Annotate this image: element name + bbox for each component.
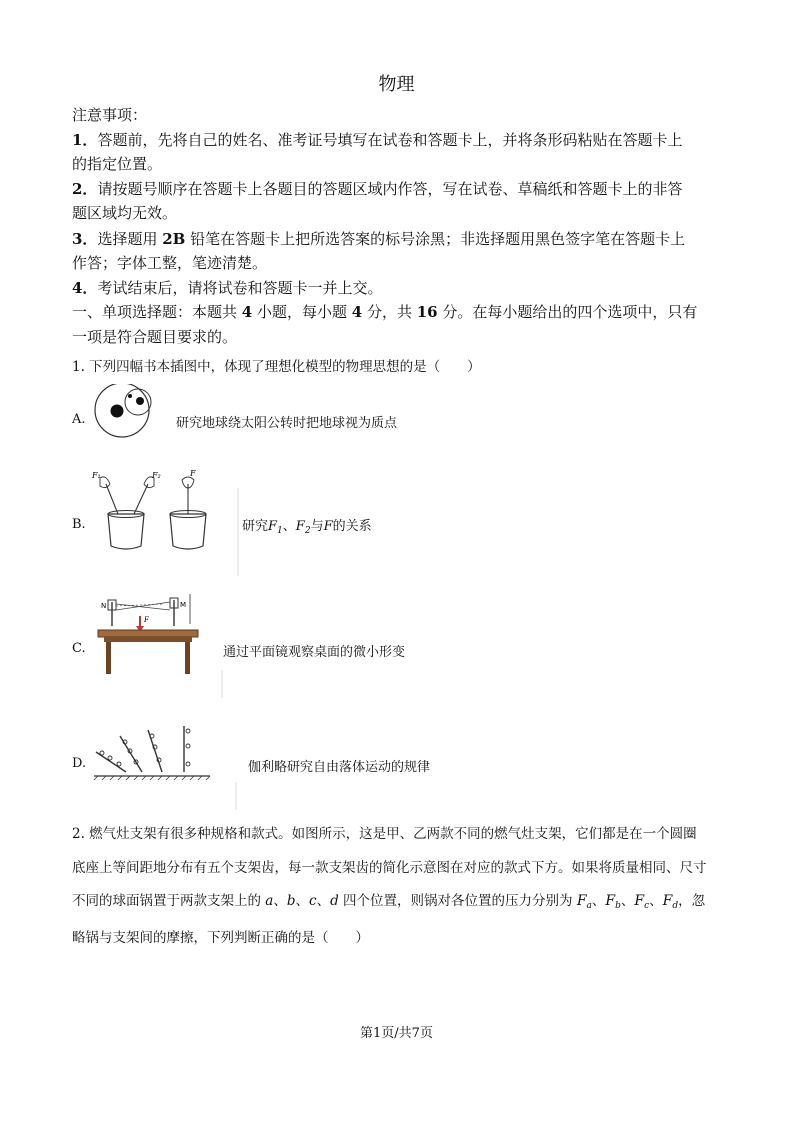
left-bucket	[108, 514, 144, 549]
section-heading-cont: 一项是符合题目要求的。	[72, 328, 238, 346]
m-label: M	[180, 601, 187, 609]
inclined-plane-figure	[92, 722, 242, 812]
notice-item-3	[72, 228, 685, 249]
f2-label: F₂	[152, 471, 161, 480]
earth-orbit-figure	[90, 384, 160, 446]
notice-item-number: 3．	[72, 230, 98, 248]
notice-item-1-cont: 的指定位置。	[72, 155, 163, 173]
bucket-forces-figure	[88, 468, 248, 580]
force-fd: $F_d$	[662, 893, 679, 911]
section-heading: 一、单项选择题：本题共 4 小题，每小题 4 分，共 16 分。在每小题给出的四个选项中，只有	[72, 303, 698, 321]
question-2-line-3: 不同的球面锅置于两款支架上的 a、b、c、d 四个位置，则锅对各位置的压力分别为 $F_a$、$F_b$、$F_c$、$F_d$，忽	[72, 893, 706, 911]
notice-item-text: 选择题用	[97, 230, 163, 248]
notice-item-2-cont: 题区域均无效。	[72, 204, 178, 222]
option-d-letter: D.	[72, 756, 87, 771]
option-a-text: 研究地球绕太阳公转时把地球视为质点	[176, 416, 398, 431]
moon-dot	[128, 394, 132, 398]
force-f2: $F_2$	[295, 519, 311, 536]
notice-item-number: 2．	[72, 180, 98, 198]
notice-item-text: 请按题号顺序在答题卡上各题目的答题区域内作答，写在试卷、草稿纸和答题卡上的非答	[97, 180, 683, 198]
notice-heading: 注意事项：	[72, 106, 148, 124]
option-a-letter: A.	[72, 412, 86, 427]
notice-item-4	[72, 277, 382, 298]
question-2-line-4: 略锅与支架间的摩擦，下列判断正确的是（ ）	[72, 930, 369, 946]
notice-item-number: 4．	[72, 279, 98, 297]
pencil-grade: 2B	[162, 230, 186, 248]
question-2-line-1: 2. 燃气灶支架有很多种规格和款式。如图所示，这是甲、乙两款不同的燃气灶支架，它们都是在一个圆圈	[72, 826, 697, 842]
option-d-text: 伽利略研究自由落体运动的规律	[248, 760, 431, 775]
notice-item-2	[72, 178, 682, 199]
option-c-letter: C.	[72, 641, 86, 656]
page-title: 物理	[378, 74, 415, 95]
n-label: N	[101, 602, 107, 610]
notice-item-text: 铅笔在答题卡上把所选答案的标号涂黑；非选择题用黑色签字笔在答题卡上	[185, 230, 686, 248]
sun-dot	[111, 405, 124, 418]
f-label: F	[190, 469, 196, 478]
option-b-letter: B.	[72, 517, 86, 532]
notice-item-text: 答题前，先将自己的姓名、准考证号填写在试卷和答题卡上，并将条形码粘贴在答题卡上	[97, 131, 683, 149]
force-label: F	[144, 616, 149, 624]
notice-item-text: 考试结束后，请将试卷和答题卡一并上交。	[97, 279, 383, 297]
notice-item-number: 1．	[72, 131, 98, 149]
option-c-text: 通过平面镜观察桌面的微小形变	[223, 645, 406, 660]
right-bucket	[170, 514, 206, 549]
f1-label: F₁	[92, 471, 101, 480]
force-f: F	[323, 519, 333, 534]
force-fc: $F_c$	[634, 893, 650, 911]
force-fa: $F_a$	[576, 893, 592, 911]
force-f1: $F_1$	[268, 519, 283, 536]
earth-dot	[136, 397, 144, 405]
option-b-text: 研究$F_1$、$F_2$与F的关系	[242, 519, 372, 536]
notice-item-1	[72, 129, 682, 150]
question-2-line-2: 底座上等间距地分布有五个支架齿，每一款支架齿的简化示意图在对应的款式下方。如果将质量相同、尺寸	[72, 860, 707, 876]
force-fb: $F_b$	[605, 893, 621, 911]
page-footer: 第1页/共7页	[360, 1026, 433, 1041]
question-1-stem: 1. 下列四幅书本插图中，体现了理想化模型的物理思想的是（ ）	[72, 359, 481, 375]
notice-item-3-cont: 作答；字体工整，笔迹清楚。	[72, 254, 268, 272]
table-mirror-figure	[94, 590, 230, 702]
